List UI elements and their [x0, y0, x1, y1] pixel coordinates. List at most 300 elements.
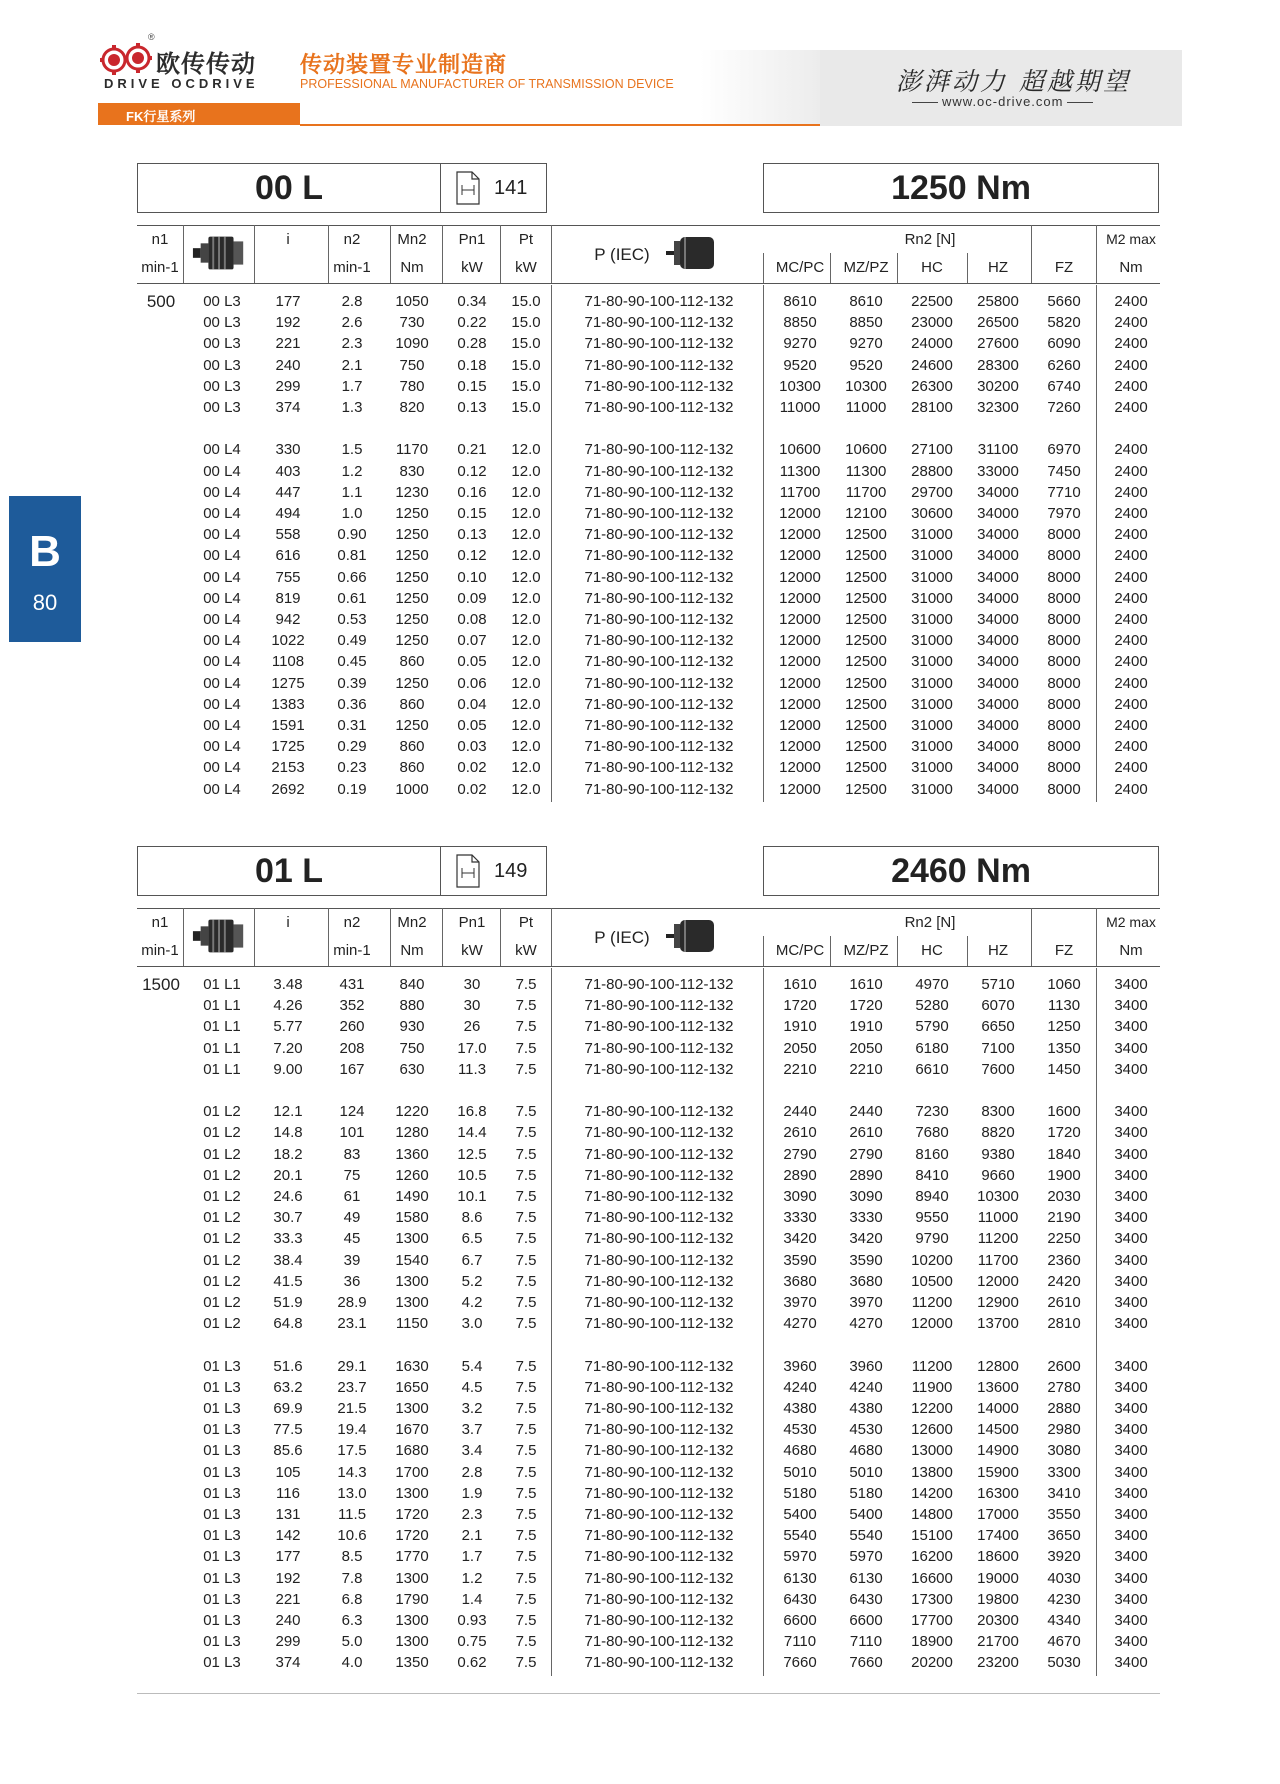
col-header-pt: Pt: [518, 914, 534, 931]
cell-mcpc: 3970: [783, 1294, 817, 1311]
table-row: [0, 1419, 1280, 1440]
cell-model: 01 L3: [203, 1506, 241, 1523]
cell-n2: 260: [339, 1018, 365, 1036]
cell-m2max: 2400: [1114, 505, 1148, 522]
cell-model: 00 L4: [203, 695, 241, 713]
cell-hz: 34000: [977, 526, 1019, 544]
table-row: [0, 757, 1280, 778]
cell-model: 00 L4: [203, 738, 241, 756]
cell-n2: 0.45: [337, 653, 367, 671]
cell-mcpc: 3680: [783, 1272, 817, 1290]
cell-n2: 83: [343, 1145, 361, 1163]
cell-pt: 15.0: [511, 377, 541, 395]
cell-m2max: 2400: [1114, 547, 1148, 565]
cell-mzpz: 2790: [849, 1145, 883, 1163]
cell-pn1: 0.12: [457, 462, 487, 480]
cell-p-iec: 71-80-90-100-112-132: [584, 1463, 734, 1481]
col-header-mn2: Mn2: [397, 914, 427, 931]
cell-i: 51.9: [273, 1294, 303, 1311]
cell-model: 00 L4: [203, 717, 241, 734]
cell-pn1: 17.0: [457, 1039, 487, 1057]
cell-hz: 12900: [977, 1294, 1019, 1311]
col-header-mzpz: MZ/PZ: [843, 942, 889, 959]
cell-model: 00 L4: [203, 462, 241, 480]
cell-p-iec: 71-80-90-100-112-132: [584, 568, 734, 586]
cell-fz: 7970: [1047, 505, 1081, 522]
table-row: [0, 1313, 1280, 1334]
cell-model: 01 L2: [203, 1251, 241, 1269]
cell-i: 85.6: [273, 1442, 303, 1460]
cell-mn2: 1250: [395, 589, 429, 607]
cell-mn2: 1300: [395, 1272, 429, 1290]
cell-hz: 33000: [977, 462, 1019, 480]
cell-mn2: 1250: [395, 611, 429, 628]
col-header-n1-unit: min-1: [141, 259, 179, 276]
cell-fz: 5820: [1047, 314, 1081, 332]
cell-mcpc: 11700: [779, 483, 821, 501]
header-top-rule: [137, 908, 1160, 909]
table-row: [0, 291, 1280, 312]
cell-i: 192: [275, 314, 301, 332]
table-row: [0, 1165, 1280, 1186]
cell-pt: 12.0: [511, 483, 541, 501]
cell-fz: 8000: [1047, 547, 1081, 565]
cell-hc: 24000: [911, 335, 953, 353]
cell-model: 01 L3: [203, 1442, 241, 1460]
cell-fz: 7450: [1047, 462, 1081, 480]
cell-fz: 4030: [1047, 1569, 1081, 1587]
cell-model: 01 L3: [203, 1654, 241, 1672]
cell-m2max: 3400: [1114, 1463, 1148, 1481]
cell-pt: 12.0: [511, 441, 541, 459]
cell-mzpz: 2610: [849, 1124, 883, 1142]
cell-n2: 0.61: [337, 589, 367, 607]
cell-n2: 6.8: [341, 1590, 363, 1608]
header-col-rule: [1031, 908, 1032, 966]
cell-model: 01 L3: [203, 1548, 241, 1566]
cell-pn1: 0.16: [457, 483, 487, 501]
table-row: [0, 694, 1280, 715]
cell-model: 00 L4: [203, 483, 241, 501]
cell-p-iec: 71-80-90-100-112-132: [584, 717, 734, 734]
website-url: www.oc-drive.com: [908, 94, 1097, 109]
cell-pn1: 0.07: [457, 632, 487, 650]
cell-m2max: 3400: [1114, 1294, 1148, 1311]
cell-i: 30.7: [273, 1209, 303, 1227]
cell-fz: 2600: [1047, 1357, 1081, 1375]
cell-n2: 1.3: [341, 399, 363, 416]
cell-pt: 12.0: [511, 611, 541, 628]
cell-pn1: 1.2: [461, 1569, 483, 1587]
cell-i: 33.3: [273, 1230, 303, 1248]
cell-pn1: 8.6: [461, 1209, 483, 1227]
cell-p-iec: 71-80-90-100-112-132: [584, 314, 734, 332]
calligraphy-slogan: 澎湃动力 超越期望: [896, 67, 1131, 96]
cell-p-iec: 71-80-90-100-112-132: [584, 1506, 734, 1523]
cell-n2: 6.3: [341, 1612, 363, 1629]
model-box-divider: [440, 847, 441, 895]
cell-p-iec: 71-80-90-100-112-132: [584, 632, 734, 650]
cell-hz: 17000: [977, 1506, 1019, 1523]
cell-hz: 34000: [977, 653, 1019, 671]
cell-i: 4.26: [273, 997, 303, 1015]
cell-model: 01 L3: [203, 1484, 241, 1502]
cell-mcpc: 6130: [783, 1569, 817, 1587]
cell-fz: 7710: [1047, 483, 1081, 501]
cell-hz: 34000: [977, 632, 1019, 650]
cell-hc: 9790: [915, 1230, 949, 1248]
cell-m2max: 2400: [1114, 335, 1148, 353]
cell-p-iec: 71-80-90-100-112-132: [584, 293, 734, 310]
cell-m2max: 2400: [1114, 399, 1148, 416]
torque-box: 1250 Nm: [763, 163, 1159, 213]
cell-i: 177: [275, 293, 301, 310]
cell-mn2: 1150: [395, 1315, 429, 1333]
cell-hz: 10300: [977, 1188, 1019, 1205]
cell-model: 00 L4: [203, 505, 241, 522]
cell-model: 00 L3: [203, 314, 241, 332]
header-col-rule: [328, 225, 329, 283]
cell-mn2: 1250: [395, 674, 429, 692]
table-row: [0, 974, 1280, 995]
cell-fz: 8000: [1047, 632, 1081, 650]
cell-mcpc: 3960: [783, 1357, 817, 1375]
table-row: [0, 995, 1280, 1016]
cell-n2: 1.2: [341, 462, 363, 480]
cell-pn1: 1.7: [461, 1548, 483, 1566]
cell-i: 374: [275, 399, 301, 416]
body-col-rule: [763, 968, 764, 1676]
cell-pt: 7.5: [515, 1209, 537, 1227]
cell-i: 77.5: [273, 1421, 303, 1439]
cell-pn1: 0.13: [457, 526, 487, 544]
table-row: [0, 588, 1280, 609]
cell-fz: 8000: [1047, 759, 1081, 777]
cell-i: 177: [275, 1548, 301, 1566]
cell-mcpc: 12000: [779, 632, 821, 650]
cell-p-iec: 71-80-90-100-112-132: [584, 1442, 734, 1460]
table-row: [0, 673, 1280, 694]
cell-hz: 34000: [977, 738, 1019, 756]
col-header-i: i: [286, 231, 290, 248]
cell-hc: 31000: [911, 759, 953, 777]
cell-mcpc: 6430: [783, 1590, 817, 1608]
cell-hz: 30200: [977, 377, 1019, 395]
cell-fz: 3410: [1047, 1484, 1081, 1502]
cell-model: 01 L1: [203, 1060, 241, 1078]
cell-hz: 6070: [981, 997, 1015, 1015]
cell-mcpc: 12000: [779, 547, 821, 565]
cell-hz: 34000: [977, 780, 1019, 798]
cell-mcpc: 8850: [783, 314, 817, 332]
cell-model: 01 L2: [203, 1272, 241, 1290]
series-label: FK行星系列: [126, 109, 196, 124]
cell-i: 755: [275, 568, 301, 586]
cell-m2max: 3400: [1114, 1442, 1148, 1460]
cell-mn2: 860: [399, 759, 425, 777]
table-row: [0, 545, 1280, 566]
cell-hc: 8940: [915, 1188, 949, 1205]
cell-mzpz: 3420: [849, 1230, 883, 1248]
cell-mcpc: 5010: [783, 1463, 817, 1481]
cell-model: 00 L4: [203, 674, 241, 692]
cell-mn2: 880: [399, 997, 425, 1015]
cell-p-iec: 71-80-90-100-112-132: [584, 674, 734, 692]
cell-mn2: 1720: [395, 1506, 429, 1523]
cell-pn1: 0.93: [457, 1612, 487, 1629]
cell-pn1: 5.2: [461, 1272, 483, 1290]
cell-hz: 34000: [977, 759, 1019, 777]
cell-m2max: 3400: [1114, 1421, 1148, 1439]
cell-hz: 20300: [977, 1612, 1019, 1629]
cell-i: 299: [275, 377, 301, 395]
header-col-rule: [183, 908, 184, 966]
cell-i: 240: [275, 356, 301, 374]
col-header-fz: FZ: [1054, 259, 1074, 276]
cell-p-iec: 71-80-90-100-112-132: [584, 738, 734, 756]
col-header-pt: Pt: [518, 231, 534, 248]
cell-fz: 4670: [1047, 1633, 1081, 1651]
cell-hz: 34000: [977, 589, 1019, 607]
cell-pt: 7.5: [515, 1124, 537, 1142]
cell-pt: 7.5: [515, 1442, 537, 1460]
cell-hc: 16200: [911, 1548, 953, 1566]
cell-m2max: 3400: [1114, 1633, 1148, 1651]
cell-m2max: 3400: [1114, 1569, 1148, 1587]
cell-hc: 11200: [911, 1357, 953, 1375]
table-row: [0, 312, 1280, 333]
col-header-fz: FZ: [1054, 942, 1074, 959]
cell-mn2: 1680: [395, 1442, 429, 1460]
cell-model: 00 L4: [203, 632, 241, 650]
cell-n2: 21.5: [337, 1400, 367, 1417]
col-header-hz: HZ: [988, 942, 1008, 959]
cell-hc: 28100: [911, 399, 953, 416]
cell-hc: 16600: [911, 1569, 953, 1587]
cell-mn2: 1790: [395, 1590, 429, 1608]
cell-n2: 2.8: [341, 293, 363, 310]
cell-pn1: 3.7: [461, 1421, 483, 1439]
cell-pt: 12.0: [511, 780, 541, 798]
cell-fz: 1130: [1047, 997, 1081, 1015]
cell-mzpz: 1720: [849, 997, 883, 1015]
cell-i: 494: [275, 505, 301, 522]
cell-pt: 7.5: [515, 1421, 537, 1439]
cell-n2: 208: [339, 1039, 365, 1057]
cell-i: 20.1: [273, 1166, 303, 1184]
cell-n2: 49: [343, 1209, 361, 1227]
cell-mzpz: 7110: [849, 1633, 883, 1651]
cell-mcpc: 9520: [783, 356, 817, 374]
cell-mzpz: 5400: [849, 1506, 883, 1523]
cell-n2: 167: [339, 1060, 365, 1078]
model-name: 01 L: [254, 852, 324, 890]
cell-fz: 8000: [1047, 526, 1081, 544]
cell-i: 330: [275, 441, 301, 459]
cell-pn1: 3.2: [461, 1400, 483, 1417]
cell-hc: 31000: [911, 611, 953, 628]
gearbox-icon: [191, 233, 249, 273]
cell-pn1: 6.5: [461, 1230, 483, 1248]
cell-hz: 14000: [977, 1400, 1019, 1417]
cell-mzpz: 7660: [849, 1654, 883, 1672]
cell-m2max: 2400: [1114, 568, 1148, 586]
logo-text-en: DRIVE OCDRIVE: [104, 76, 259, 91]
cell-p-iec: 71-80-90-100-112-132: [584, 997, 734, 1015]
cell-p-iec: 71-80-90-100-112-132: [584, 1272, 734, 1290]
cell-mcpc: 5180: [783, 1484, 817, 1502]
cell-n2: 45: [343, 1230, 361, 1248]
cell-m2max: 2400: [1114, 483, 1148, 501]
cell-n2: 61: [343, 1188, 361, 1205]
cell-mn2: 730: [399, 314, 425, 332]
cell-pn1: 0.10: [457, 568, 487, 586]
cell-p-iec: 71-80-90-100-112-132: [584, 1548, 734, 1566]
cell-i: 142: [275, 1527, 301, 1545]
cell-i: 374: [275, 1654, 301, 1672]
cell-p-iec: 71-80-90-100-112-132: [584, 1039, 734, 1057]
table-row: [0, 609, 1280, 630]
cell-model: 01 L2: [203, 1145, 241, 1163]
col-header-p-iec: P (IEC): [594, 928, 650, 947]
cell-hz: 9380: [981, 1145, 1015, 1163]
header-col-rule: [442, 908, 443, 966]
cell-model: 01 L1: [203, 1018, 241, 1036]
cell-hz: 34000: [977, 505, 1019, 522]
cell-fz: 3650: [1047, 1527, 1081, 1545]
cell-n2: 7.8: [341, 1569, 363, 1587]
cell-hz: 32300: [977, 399, 1019, 416]
cell-mzpz: 4680: [849, 1442, 883, 1460]
cell-i: 192: [275, 1569, 301, 1587]
cell-p-iec: 71-80-90-100-112-132: [584, 1421, 734, 1439]
cell-n2: 0.36: [337, 695, 367, 713]
cell-mzpz: 3960: [849, 1357, 883, 1375]
cell-m2max: 2400: [1114, 611, 1148, 628]
table-row: [0, 524, 1280, 545]
cell-mcpc: 12000: [779, 505, 821, 522]
cell-mcpc: 1910: [783, 1018, 817, 1036]
cell-fz: 8000: [1047, 695, 1081, 713]
col-header-m2max: M2 max: [1106, 231, 1156, 247]
cell-n2: 1.5: [341, 441, 363, 459]
cell-m2max: 3400: [1114, 1654, 1148, 1672]
cell-m2max: 2400: [1114, 441, 1148, 459]
cell-pt: 7.5: [515, 1060, 537, 1078]
cell-mn2: 1630: [395, 1357, 429, 1375]
cell-pn1: 2.8: [461, 1463, 483, 1481]
cell-mcpc: 1720: [783, 997, 817, 1015]
cell-mzpz: 5180: [849, 1484, 883, 1502]
cell-hc: 11900: [911, 1378, 953, 1396]
cell-mzpz: 12500: [845, 759, 887, 777]
cell-pt: 7.5: [515, 1527, 537, 1545]
cell-n2: 39: [343, 1251, 361, 1269]
cell-hz: 7100: [981, 1039, 1015, 1057]
cell-pn1: 0.34: [457, 293, 487, 310]
cell-p-iec: 71-80-90-100-112-132: [584, 1060, 734, 1078]
cell-hc: 31000: [911, 568, 953, 586]
cell-fz: 1350: [1047, 1039, 1081, 1057]
cell-fz: 2980: [1047, 1421, 1081, 1439]
cell-mzpz: 8850: [849, 314, 883, 332]
cell-hc: 4970: [915, 976, 949, 993]
cell-hc: 14200: [911, 1484, 953, 1502]
cell-mcpc: 2210: [783, 1060, 817, 1078]
header-col-rule: [390, 225, 391, 283]
cell-fz: 2360: [1047, 1251, 1081, 1269]
body-col-rule: [1096, 968, 1097, 1676]
col-header-n2-unit: min-1: [333, 259, 371, 276]
cell-fz: 8000: [1047, 568, 1081, 586]
cell-mn2: 860: [399, 653, 425, 671]
cell-i: 221: [275, 335, 301, 353]
cell-i: 51.6: [273, 1357, 303, 1375]
cell-pt: 12.0: [511, 526, 541, 544]
cell-i: 38.4: [273, 1251, 303, 1269]
col-header-n2: n2: [343, 914, 361, 931]
dimension-sheet-icon: [456, 171, 480, 205]
gearbox-icon: [191, 916, 249, 956]
cell-mcpc: 12000: [779, 653, 821, 671]
cell-mcpc: 12000: [779, 717, 821, 734]
cell-pn1: 10.5: [457, 1166, 487, 1184]
cell-mzpz: 5540: [849, 1527, 883, 1545]
cell-mcpc: 12000: [779, 589, 821, 607]
cell-model: 01 L2: [203, 1315, 241, 1333]
cell-pt: 12.0: [511, 589, 541, 607]
cell-mzpz: 1910: [849, 1018, 883, 1036]
table-row: [0, 1144, 1280, 1165]
cell-m2max: 3400: [1114, 1018, 1148, 1036]
cell-hz: 21700: [977, 1633, 1019, 1651]
cell-mzpz: 3680: [849, 1272, 883, 1290]
col-header-pn1-unit: kW: [461, 942, 483, 959]
cell-pt: 7.5: [515, 1188, 537, 1205]
header-col-rule: [442, 225, 443, 283]
cell-mn2: 1250: [395, 526, 429, 544]
cell-pn1: 0.04: [457, 695, 487, 713]
cell-mzpz: 12500: [845, 674, 887, 692]
cell-p-iec: 71-80-90-100-112-132: [584, 589, 734, 607]
cell-m2max: 3400: [1114, 1124, 1148, 1142]
cell-pn1: 0.06: [457, 674, 487, 692]
cell-mzpz: 6600: [849, 1612, 883, 1629]
cell-mcpc: 10600: [779, 441, 821, 459]
cell-fz: 6090: [1047, 335, 1081, 353]
chapter-letter: B: [29, 527, 61, 576]
motor-icon: [666, 918, 716, 954]
cell-pt: 15.0: [511, 293, 541, 310]
cell-p-iec: 71-80-90-100-112-132: [584, 1124, 734, 1142]
cell-i: 819: [275, 589, 301, 607]
cell-hz: 8820: [981, 1124, 1015, 1142]
header-subcol-rule: [967, 936, 968, 966]
table-row: [0, 1652, 1280, 1673]
cell-pn1: 0.18: [457, 356, 487, 374]
table-row: [0, 1568, 1280, 1589]
dimension-page-ref: 141: [494, 177, 528, 199]
cell-hc: 8410: [915, 1166, 949, 1184]
cell-hz: 11000: [977, 1209, 1019, 1227]
cell-pn1: 5.4: [461, 1357, 483, 1375]
cell-pt: 12.0: [511, 717, 541, 734]
header-col-rule: [1096, 225, 1097, 283]
cell-i: 41.5: [273, 1272, 303, 1290]
cell-i: 447: [275, 483, 301, 501]
cell-hc: 28800: [911, 462, 953, 480]
cell-i: 616: [275, 547, 301, 565]
